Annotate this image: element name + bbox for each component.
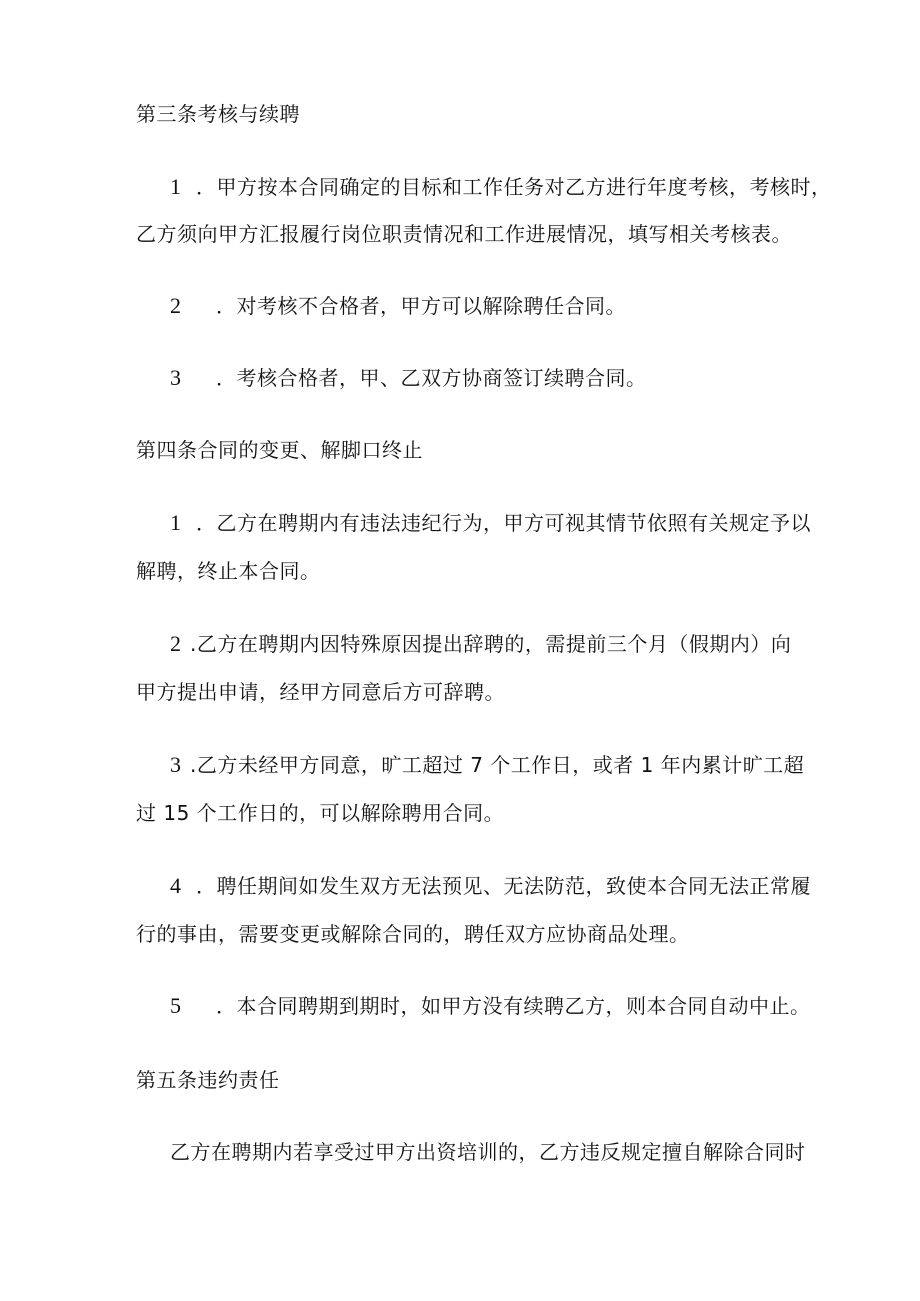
item-text: ．乙方在聘期内有违法违纪行为，甲方可视其情节依照有关规定予以 xyxy=(196,511,811,535)
item-text-continued: 行的事由，需要变更或解除合同的，聘任双方应协商品处理。 xyxy=(136,922,690,946)
item-number: 5 xyxy=(170,993,181,1018)
item-text-continued: 甲方提出申请，经甲方同意后方可辞聘。 xyxy=(136,680,505,704)
section5-paragraph: 乙方在聘期内若享受过甲方出资培训的，乙方违反规定擅自解除合同时 xyxy=(170,1140,806,1164)
item-text-continued: 乙方须向甲方汇报履行岗位职责情况和工作进展情况，填写相关考核表。 xyxy=(136,222,792,246)
item-number: 2 xyxy=(170,631,181,656)
item-number: 3 xyxy=(170,752,181,777)
section3-heading: 第三条考核与续聘 xyxy=(136,102,300,126)
section4-heading: 第四条合同的变更、解脚口终止 xyxy=(136,438,423,462)
item-number: 2 xyxy=(170,293,181,318)
item-number: 3 xyxy=(170,365,181,390)
item-number: 4 xyxy=(170,873,181,898)
item-number: 1 xyxy=(170,510,181,535)
item-text: ．甲方按本合同确定的目标和工作任务对乙方进行年度考核，考核时， xyxy=(196,175,832,199)
item-text: ．对考核不合格者，甲方可以解除聘任合同。 xyxy=(216,294,626,318)
item-text: .乙方在聘期内因特殊原因提出辞聘的，需提前三个月（假期内）向 xyxy=(190,632,792,656)
section5-heading: 第五条违约责任 xyxy=(136,1068,280,1092)
item-text-continued: 解聘，终止本合同。 xyxy=(136,559,321,583)
item-text: ．考核合格者，甲、乙双方协商签订续聘合同。 xyxy=(216,366,647,390)
item-text: ．聘任期间如发生双方无法预见、无法防范，致使本合同无法正常履 xyxy=(196,874,811,898)
item-text: ．本合同聘期到期时，如甲方没有续聘乙方，则本合同自动中止。 xyxy=(216,994,811,1018)
item-text: .乙方未经甲方同意，旷工超过 7 个工作日，或者 1 年内累计旷工超 xyxy=(190,753,805,777)
item-number: 1 xyxy=(170,174,181,199)
item-text-continued: 过 15 个工作日的，可以解除聘用合同。 xyxy=(136,801,505,825)
